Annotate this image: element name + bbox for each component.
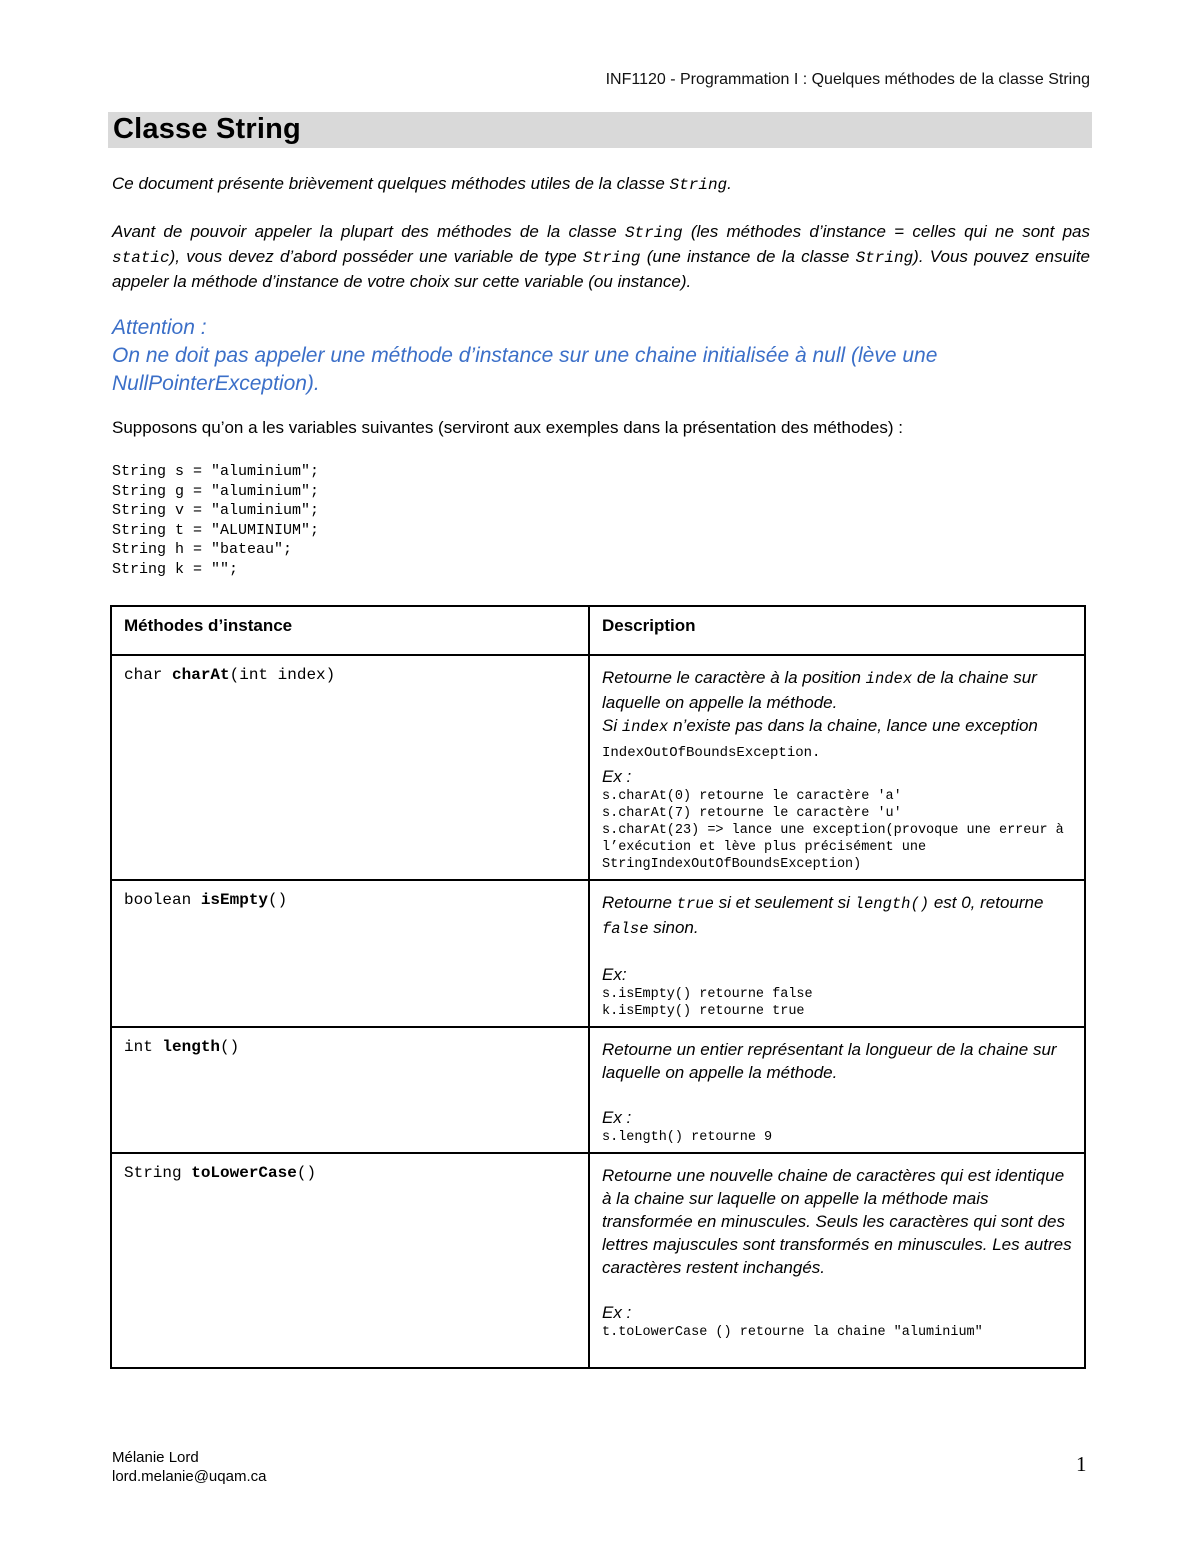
method-description: Retourne une nouvelle chaine de caractères qui est identique à la chaine sur laquelle on appelle la méthode mais transformée en minuscules. Seuls les caractères qui sont des lettres majuscules sont transformés en minuscules. Les autres caractères restent inchangés. Ex : t.toLowerCase () retourne la chaine "aluminium" xyxy=(589,1153,1085,1368)
method-signature: String toLowerCase() xyxy=(111,1153,589,1368)
attention-label: Attention : xyxy=(112,316,207,339)
method-description: Retourne le caractère à la position index de la chaine sur laquelle on appelle la méthode. Si index n’existe pas dans la chaine, lance une exception IndexOutOfBoundsException. Ex : s.charAt(0) retourne le caractère 'a' s.charAt(7) retourne le caractère 'u' s.charAt(23) => lance une exception(provoque une erreur à l’exécution et lève plus précisément une StringIndexOutOfBoundsException) xyxy=(589,655,1085,880)
example-label: Ex : xyxy=(602,1303,632,1322)
method-description: Retourne true si et seulement si length() est 0, retourne false sinon. Ex: s.isEmpty() retourne false k.isEmpty() retourne true xyxy=(589,880,1085,1027)
method-signature: boolean isEmpty() xyxy=(111,880,589,1027)
example-code: s.charAt(0) retourne le caractère 'a' s.charAt(7) retourne le caractère 'u' s.charAt(23) => lance une exception(provoque une erreur à l’exécution et lève plus précisément une StringIndexOutOfBoundsException) xyxy=(602,789,1064,872)
code-line: String s = "aluminium"; xyxy=(112,463,320,480)
intro-paragraph-1: Ce document présente brièvement quelques méthodes utiles de la classe String. xyxy=(112,174,732,194)
code-line: String k = ""; xyxy=(112,560,239,578)
author-name: Mélanie Lord xyxy=(112,1449,199,1466)
table-row xyxy=(111,880,1085,1027)
attention-note xyxy=(112,314,1090,398)
page-number: 1 xyxy=(1076,1452,1087,1476)
example-code: s.length() retourne 9 xyxy=(602,1130,773,1145)
attention-text: On ne doit pas appeler une méthode d’instance sur une chaine initialisée à null (lève une NullPointerException). xyxy=(112,344,938,395)
table-header-row xyxy=(111,606,1085,655)
page-header: INF1120 - Programmation I : Quelques méthodes de la classe String xyxy=(605,71,1090,88)
title-bar xyxy=(108,112,1092,148)
methods-table xyxy=(110,605,1086,1369)
code-line: String t = "ALUMINIUM"; xyxy=(112,521,320,539)
example-code: t.toLowerCase () retourne la chaine "aluminium" xyxy=(602,1325,983,1340)
table-row xyxy=(111,1153,1085,1368)
column-header-description: Description xyxy=(589,606,1085,655)
intro-paragraph-2: Avant de pouvoir appeler la plupart des méthodes de la classe String (les méthodes d’instance = celles qui ne sont pas static), vous devez d’abord posséder une variable de type String (une instance de la classe String). Vous pouvez ensuite appeler la méthode d’instance de votre choix sur cette variable (ou instance). xyxy=(112,222,1090,291)
author-email: lord.melanie@uqam.ca xyxy=(112,1468,267,1485)
method-description: Retourne un entier représentant la longueur de la chaine sur laquelle on appelle la méthode. Ex : s.length() retourne 9 xyxy=(589,1027,1085,1153)
column-header-methods: Méthodes d’instance xyxy=(111,606,589,655)
example-code: s.isEmpty() retourne false k.isEmpty() retourne true xyxy=(602,987,813,1019)
table-row xyxy=(111,655,1085,880)
example-label: Ex: xyxy=(602,965,627,984)
code-line: String g = "aluminium"; xyxy=(112,482,320,500)
example-label: Ex : xyxy=(602,767,632,786)
suppose-text: Supposons qu’on a les variables suivantes (serviront aux exemples dans la présentation des méthodes) : xyxy=(112,418,903,437)
example-label: Ex : xyxy=(602,1108,632,1127)
page-title: Classe String xyxy=(113,113,301,145)
code-line: String v = "aluminium"; xyxy=(112,502,320,520)
footer-author xyxy=(112,1448,266,1486)
variables-code-block xyxy=(112,462,319,580)
code-line: String h = "bateau"; xyxy=(112,541,293,559)
table-row xyxy=(111,1027,1085,1153)
method-signature: int length() xyxy=(111,1027,589,1153)
method-signature: char charAt(int index) xyxy=(111,655,589,880)
